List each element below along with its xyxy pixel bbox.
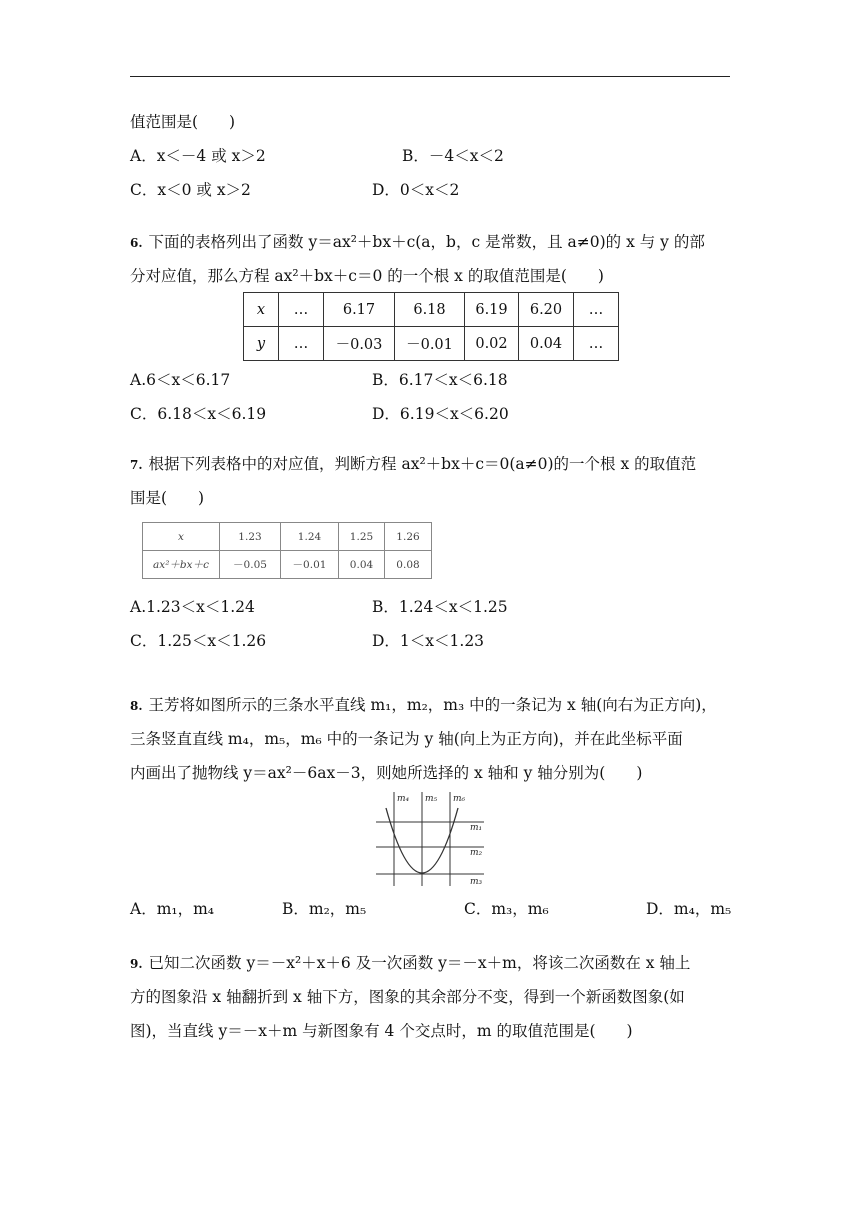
q6-option-c[interactable]: C．6.18＜x＜6.19 bbox=[130, 405, 267, 423]
table-cell: －0.01 bbox=[395, 327, 465, 361]
header-rule bbox=[130, 76, 730, 77]
table-cell: … bbox=[574, 327, 619, 361]
q5-option-c[interactable]: C．x＜0 或 x＞2 bbox=[130, 181, 251, 199]
table-cell: … bbox=[574, 293, 619, 327]
table-row bbox=[244, 293, 619, 327]
table-cell: y bbox=[244, 327, 279, 361]
q8-option-b[interactable]: B．m₂，m₅ bbox=[282, 900, 367, 918]
q5-continuation: 值范围是( ) bbox=[130, 113, 236, 131]
table-cell: ax²＋bx＋c bbox=[143, 551, 220, 579]
table-cell: 0.08 bbox=[385, 551, 432, 579]
q5-option-a[interactable]: A．x＜－4 或 x＞2 bbox=[130, 147, 266, 165]
table-cell: 1.26 bbox=[385, 523, 432, 551]
q9-text-1: 已知二次函数 y＝－x²＋x＋6 及一次函数 y＝－x＋m，将该二次函数在 x 轴上 bbox=[148, 954, 691, 972]
q7-option-c[interactable]: C．1.25＜x＜1.26 bbox=[130, 632, 267, 650]
table-cell: … bbox=[279, 327, 324, 361]
q6-text-1: 下面的表格列出了函数 y＝ax²＋bx＋c(a，b，c 是常数，且 a≠0)的 x 与 y 的部 bbox=[148, 233, 705, 251]
q8-parabola-figure bbox=[372, 788, 490, 888]
q9-number: 9. bbox=[130, 957, 143, 971]
q9-stem-line2: 方的图象沿 x 轴翻折到 x 轴下方，图象的其余部分不变，得到一个新函数图象(如 bbox=[130, 988, 685, 1006]
q6-number: 6. bbox=[130, 236, 143, 250]
q8-stem-line2: 三条竖直直线 m₄，m₅，m₆ 中的一条记为 y 轴(向上为正方向)，并在此坐标平面 bbox=[130, 730, 683, 748]
table-cell: 0.02 bbox=[465, 327, 519, 361]
q7-text-1: 根据下列表格中的对应值，判断方程 ax²＋bx＋c＝0(a≠0)的一个根 x 的取值范 bbox=[148, 455, 697, 473]
table-cell: 6.20 bbox=[519, 293, 574, 327]
table-row bbox=[143, 523, 432, 551]
table-cell: 1.23 bbox=[220, 523, 281, 551]
table-cell: 1.25 bbox=[339, 523, 385, 551]
table-cell: 0.04 bbox=[339, 551, 385, 579]
label-m1: m₁ bbox=[470, 823, 483, 833]
q7-value-table bbox=[142, 522, 432, 579]
q5-option-d[interactable]: D．0＜x＜2 bbox=[372, 181, 460, 199]
q8-stem-line1 bbox=[130, 695, 717, 716]
table-cell: 6.19 bbox=[465, 293, 519, 327]
q5-option-b[interactable]: B．－4＜x＜2 bbox=[402, 147, 504, 165]
table-cell: －0.03 bbox=[324, 327, 395, 361]
table-cell: 1.24 bbox=[281, 523, 339, 551]
q8-option-a[interactable]: A．m₁，m₄ bbox=[130, 900, 215, 918]
q6-option-d[interactable]: D．6.19＜x＜6.20 bbox=[372, 405, 509, 423]
table-row bbox=[143, 551, 432, 579]
table-row bbox=[244, 327, 619, 361]
q7-option-d[interactable]: D．1＜x＜1.23 bbox=[372, 632, 485, 650]
q6-value-table bbox=[243, 292, 619, 361]
table-cell: －0.05 bbox=[220, 551, 281, 579]
q7-stem-line2: 围是( ) bbox=[130, 489, 205, 507]
table-cell: x bbox=[244, 293, 279, 327]
label-m2: m₂ bbox=[470, 848, 483, 858]
table-cell: … bbox=[279, 293, 324, 327]
q6-stem-line2: 分对应值，那么方程 ax²＋bx＋c＝0 的一个根 x 的取值范围是( ) bbox=[130, 267, 604, 285]
table-cell: 0.04 bbox=[519, 327, 574, 361]
q8-option-d[interactable]: D．m₄，m₅ bbox=[646, 900, 732, 918]
q6-stem-line1 bbox=[130, 232, 705, 253]
q7-stem-line1 bbox=[130, 454, 696, 475]
q7-option-b[interactable]: B．1.24＜x＜1.25 bbox=[372, 598, 508, 616]
table-cell: 6.17 bbox=[324, 293, 395, 327]
q9-stem-line3: 图)，当直线 y＝－x＋m 与新图象有 4 个交点时，m 的取值范围是( ) bbox=[130, 1022, 633, 1040]
q8-text-1: 王芳将如图所示的三条水平直线 m₁，m₂，m₃ 中的一条记为 x 轴(向右为正方向)， bbox=[148, 696, 717, 714]
label-m4: m₄ bbox=[397, 794, 410, 804]
q8-option-c[interactable]: C．m₃，m₆ bbox=[464, 900, 549, 918]
q7-number: 7. bbox=[130, 458, 143, 472]
q8-number: 8. bbox=[130, 699, 143, 713]
label-m6: m₆ bbox=[453, 794, 466, 804]
q9-stem-line1 bbox=[130, 953, 690, 974]
q8-stem-line3: 内画出了抛物线 y＝ax²－6ax－3，则她所选择的 x 轴和 y 轴分别为( ) bbox=[130, 764, 643, 782]
table-cell: 6.18 bbox=[395, 293, 465, 327]
q6-option-b[interactable]: B．6.17＜x＜6.18 bbox=[372, 371, 508, 389]
q6-option-a[interactable]: A.6＜x＜6.17 bbox=[130, 371, 231, 389]
label-m3: m₃ bbox=[470, 877, 483, 887]
table-cell: x bbox=[143, 523, 220, 551]
table-cell: －0.01 bbox=[281, 551, 339, 579]
q7-option-a[interactable]: A.1.23＜x＜1.24 bbox=[130, 598, 255, 616]
label-m5: m₅ bbox=[425, 794, 438, 804]
